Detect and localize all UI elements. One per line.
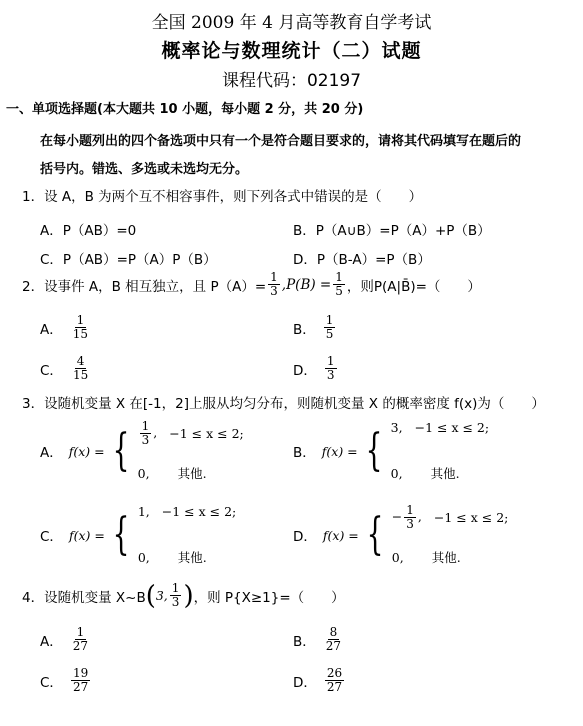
exam-title-subject: 概率论与数理统计（二）试题 bbox=[161, 40, 422, 62]
q4-option-c: C． $\frac{19}{27}$ bbox=[40, 666, 89, 694]
q4-stem: 4．设随机变量 X~B ( 3, $\frac{1}{3}$ ) ，则 P{X≥1}=（ ） bbox=[22, 580, 345, 611]
q4-option-b: B． $\frac{8}{27}$ bbox=[293, 625, 342, 653]
q3-option-c: C． f(x) = { 1, −1 ≤ x ≤ 2; 0, 其他. bbox=[40, 504, 237, 565]
exam-title-line1: 全国 2009 年 4 月高等教育自学考试 bbox=[151, 13, 432, 33]
q2-option-c: C． $\frac{4}{15}$ bbox=[40, 354, 89, 382]
q3-option-b: B． f(x) = { 3, −1 ≤ x ≤ 2; 0, 其他. bbox=[293, 420, 490, 481]
q3-stem: 3．设随机变量 X 在[-1，2]上服从均匀分布，则随机变量 X 的概率密度 f(x)为（ ） bbox=[22, 396, 545, 412]
q4-option-d: D． $\frac{26}{27}$ bbox=[293, 666, 343, 694]
q1-stem: 1．设 A，B 为两个互不相容事件，则下列各式中错误的是（ ） bbox=[22, 189, 423, 205]
q3-option-a: A． f(x) = { $\frac{1}{3}$ , −1 ≤ x ≤ 2; 0, 其他. bbox=[40, 419, 244, 481]
q3-option-d: D． f(x) = { − $\frac{1}{3}$ , −1 ≤ x ≤ 2; 0, 其他. bbox=[293, 503, 509, 565]
q2-stem-post: ，则P(A|B̄)=（ ） bbox=[346, 278, 481, 295]
q4-option-a: A． $\frac{1}{27}$ bbox=[40, 625, 89, 653]
q1-option-c: C．P（AB）=P（A）P（B） bbox=[40, 252, 217, 268]
instruction-line-2: 括号内。错选、多选或未选均无分。 bbox=[40, 162, 249, 177]
q1-option-b: B．P（A∪B）=P（A）+P（B） bbox=[293, 223, 491, 239]
q2-stem bbox=[22, 271, 481, 298]
q2-fraction-pb: $\frac{1}{5}$ bbox=[335, 270, 343, 298]
q1-option-a: A．P（AB）=0 bbox=[40, 223, 137, 239]
q2-option-a: A． $\frac{1}{15}$ bbox=[40, 313, 89, 341]
q2-stem-mid: ,P(B) = bbox=[281, 276, 332, 293]
q2-stem-pre: 2．设事件 A，B 相互独立，且 P（A）= bbox=[22, 278, 267, 295]
course-code: 课程代码：02197 bbox=[221, 71, 362, 91]
instruction-line-1: 在每小题列出的四个备选项中只有一个是符合题目要求的，请将其代码填写在题后的 bbox=[40, 134, 522, 149]
q1-option-d: D．P（B-A）=P（B） bbox=[293, 252, 431, 268]
q2-option-b: B． $\frac{1}{5}$ bbox=[293, 313, 334, 341]
q2-option-d: D． $\frac{1}{3}$ bbox=[293, 354, 335, 382]
section-title: 一、单项选择题(本大题共 10 小题，每小题 2 分，共 20 分) bbox=[6, 102, 364, 117]
q2-fraction-pa: $\frac{1}{3}$ bbox=[270, 270, 278, 298]
